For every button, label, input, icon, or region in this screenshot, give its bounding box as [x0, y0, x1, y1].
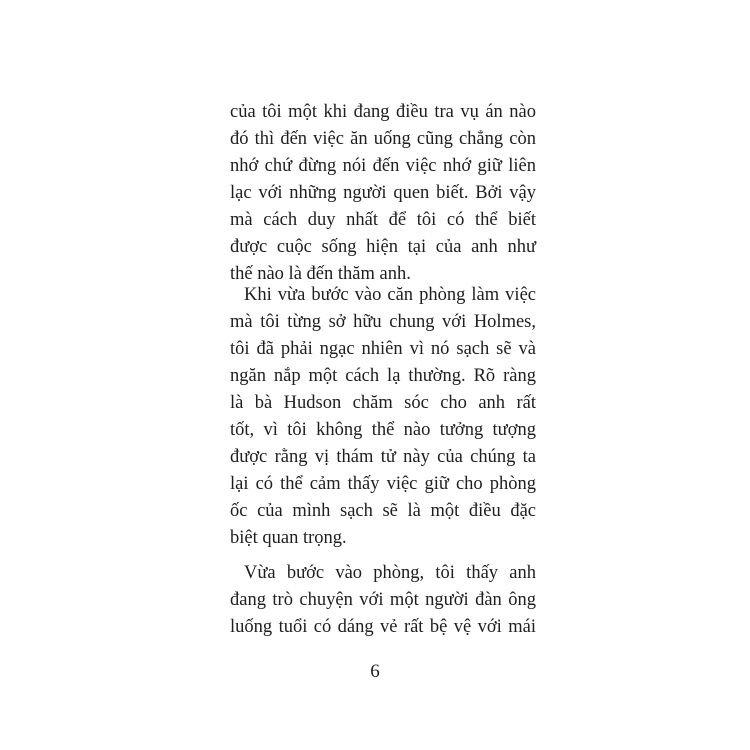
text-line: là bà Hudson chăm sóc cho anh rất — [230, 393, 536, 413]
text-line: tốt, vì tôi không thể nào tưởng tượng — [230, 420, 536, 440]
text-line: Khi vừa bước vào căn phòng làm việc — [244, 285, 536, 305]
text-line: tôi đã phải ngạc nhiên vì nó sạch sẽ và — [230, 339, 536, 359]
text-line: ốc của mình sạch sẽ là một điều đặc — [230, 501, 536, 521]
text-line: mà tôi từng sở hữu chung với Holmes, — [230, 312, 536, 332]
text-line: của tôi một khi đang điều tra vụ án nào — [230, 102, 536, 122]
text-line: đang trò chuyện với một người đàn ông — [230, 590, 536, 610]
text-line: lạc với những người quen biết. Bởi vậy — [230, 183, 536, 203]
text-line: mà cách duy nhất để tôi có thể biết — [230, 210, 536, 230]
text-line: lại có thể cảm thấy việc giữ cho phòng — [230, 474, 536, 494]
page-number: 6 — [370, 661, 380, 682]
paragraph-1 — [230, 99, 536, 288]
text-line: thế nào là đến thăm anh. — [230, 264, 411, 284]
text-line: ngăn nắp một cách lạ thường. Rõ ràng — [230, 366, 536, 386]
text-line: Vừa bước vào phòng, tôi thấy anh — [244, 563, 536, 583]
text-line: được cuộc sống hiện tại của anh như — [230, 237, 536, 257]
text-line: được rằng vị thám tử này của chúng ta — [230, 447, 536, 467]
paragraph-3 — [230, 560, 536, 641]
paragraph-2 — [230, 282, 536, 552]
text-line: luống tuổi có dáng vẻ rất bệ vệ với mái — [230, 617, 536, 637]
text-line: đó thì đến việc ăn uống cũng chẳng còn — [230, 129, 536, 149]
text-line: nhớ chứ đừng nói đến việc nhớ giữ liên — [230, 156, 536, 176]
text-line: biệt quan trọng. — [230, 528, 347, 548]
